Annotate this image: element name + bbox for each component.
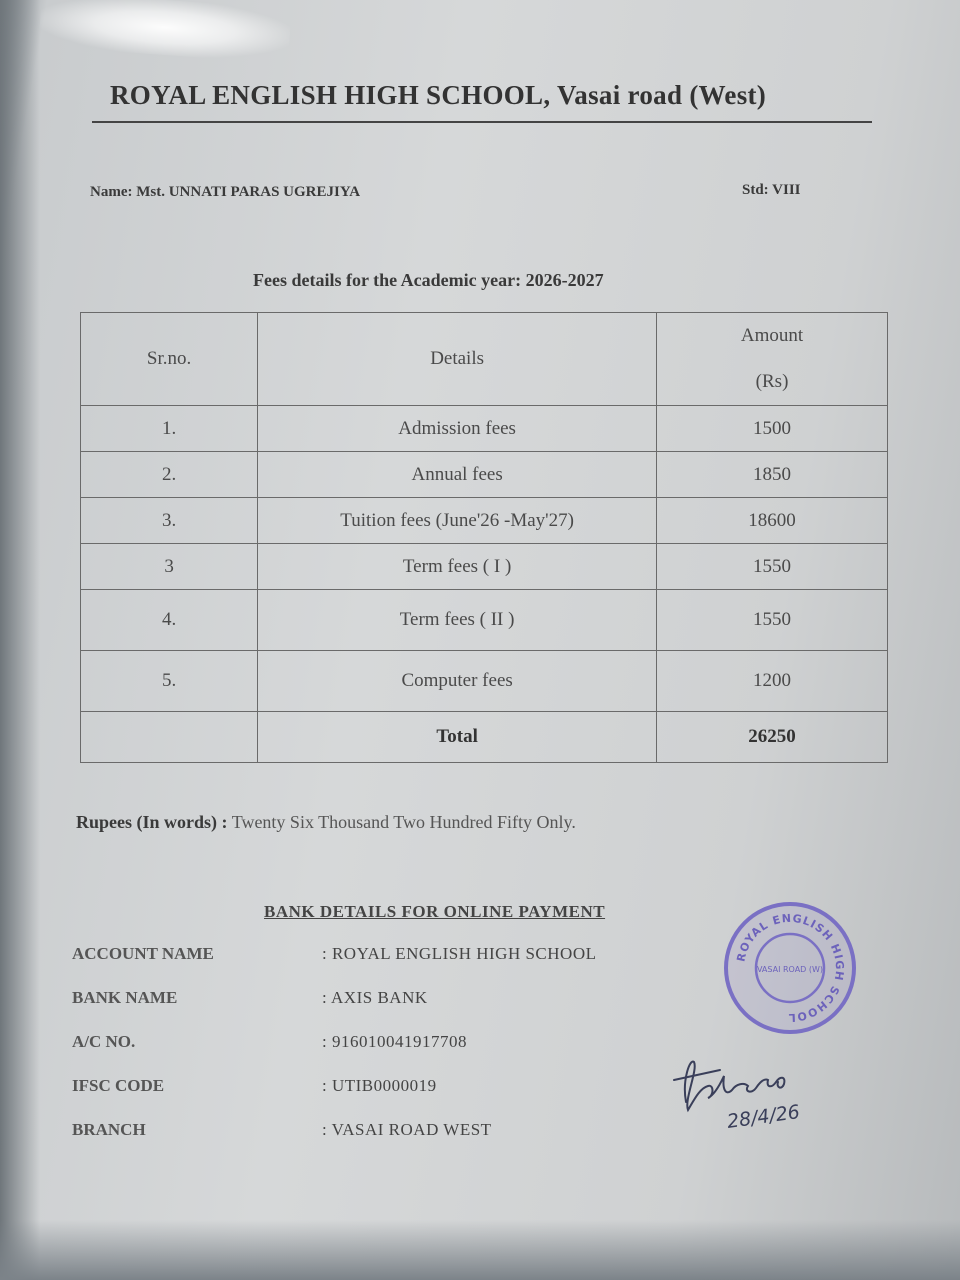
handwritten-signature [664, 1040, 844, 1140]
row-srno: 1. [81, 406, 258, 452]
total-amount: 26250 [657, 712, 888, 763]
bank-label: IFSC CODE [72, 1076, 165, 1095]
header-amount-line1: Amount [740, 325, 804, 346]
bank-label: ACCOUNT NAME [72, 944, 214, 963]
row-srno: 4. [81, 590, 258, 651]
fees-table [80, 312, 888, 763]
table-total-row [81, 712, 888, 763]
bank-value: : UTIB0000019 [322, 1076, 437, 1095]
table-row [81, 590, 888, 651]
bank-row-account-name [72, 944, 596, 964]
bank-label: BRANCH [72, 1120, 146, 1139]
row-srno: 3. [81, 498, 258, 544]
bank-value: : AXIS BANK [322, 988, 428, 1007]
row-details: Annual fees [258, 452, 657, 498]
amount-in-words [76, 812, 576, 833]
row-details: Admission fees [258, 406, 657, 452]
bank-value: : ROYAL ENGLISH HIGH SCHOOL [322, 944, 597, 963]
total-label: Total [258, 712, 657, 763]
row-srno: 5. [81, 651, 258, 712]
student-name-line [90, 184, 360, 201]
row-amount: 1200 [657, 651, 888, 712]
row-details: Computer fees [258, 651, 657, 712]
row-amount: 18600 [657, 498, 888, 544]
row-amount: 1550 [657, 544, 888, 590]
words-value: Twenty Six Thousand Two Hundred Fifty Only. [231, 812, 576, 832]
table-row [81, 544, 888, 590]
row-srno: 2. [81, 452, 258, 498]
school-stamp [722, 900, 858, 1036]
student-name: Mst. UNNATI PARAS UGREJIYA [136, 184, 361, 200]
bank-value: : VASAI ROAD WEST [322, 1120, 492, 1139]
stamp-outer-text: ROYAL ENGLISH HIGH SCHOOL [734, 911, 847, 1025]
header-srno: Sr.no. [81, 313, 258, 406]
words-label: Rupees (In words) : [76, 812, 228, 832]
row-details: Tuition fees (June'26 -May'27) [258, 498, 657, 544]
std-label: Std: [742, 182, 769, 198]
header-amount [657, 313, 888, 406]
std-value: VIII [772, 182, 801, 198]
bank-row-account-number [72, 1032, 467, 1052]
table-row [81, 406, 888, 452]
bank-row-branch [72, 1120, 492, 1140]
row-details: Term fees ( II ) [258, 590, 657, 651]
fees-heading: Fees details for the Academic year: 2026-2027 [253, 270, 604, 290]
row-details: Term fees ( I ) [258, 544, 657, 590]
header-amount-line2: (Rs) [755, 371, 789, 392]
total-empty-cell [81, 712, 258, 763]
table-row [81, 452, 888, 498]
photo-bottom-shadow [0, 1220, 960, 1280]
signature-date: 28/4/26 [725, 1100, 802, 1133]
row-amount: 1550 [657, 590, 888, 651]
bank-row-bank-name [72, 988, 428, 1008]
bank-value: : 916010041917708 [322, 1032, 467, 1051]
row-amount: 1850 [657, 452, 888, 498]
row-srno: 3 [81, 544, 258, 590]
school-title: ROYAL ENGLISH HIGH SCHOOL, Vasai road (West) [92, 80, 872, 123]
bank-details-heading: BANK DETAILS FOR ONLINE PAYMENT [264, 902, 606, 921]
stamp-inner-text: VASAI ROAD (W) [756, 965, 824, 974]
header-details: Details [258, 313, 657, 406]
photo-edge-shadow [0, 0, 40, 1280]
table-row [81, 651, 888, 712]
row-amount: 1500 [657, 406, 888, 452]
bank-row-ifsc [72, 1076, 437, 1096]
bank-label: A/C NO. [72, 1032, 136, 1051]
table-row [81, 498, 888, 544]
screen-glare [38, 0, 291, 64]
name-label: Name: [90, 184, 133, 200]
bank-label: BANK NAME [72, 988, 178, 1007]
table-header-row [81, 313, 888, 406]
standard-line [742, 182, 801, 199]
